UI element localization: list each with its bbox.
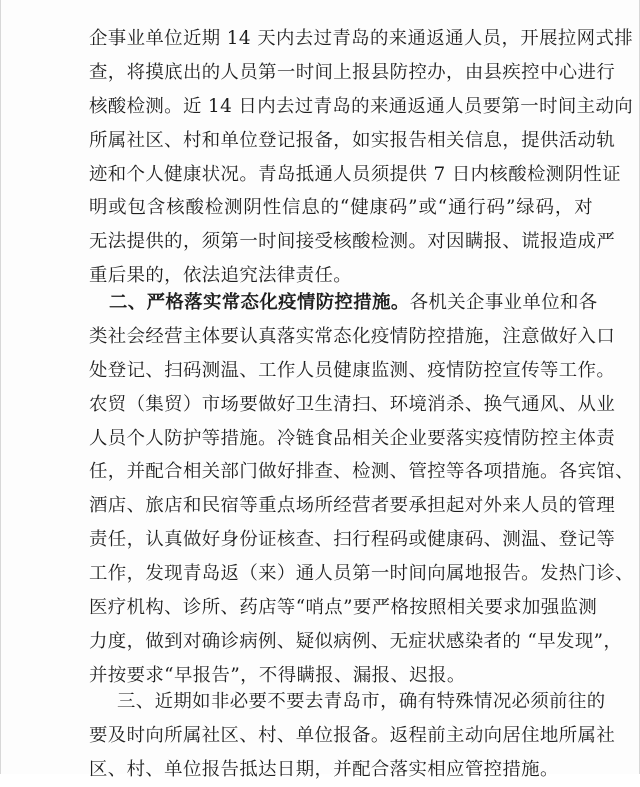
paragraph-line: 处登记、扫码测温、工作人员健康监测、疫情防控宣传等工作。	[89, 359, 616, 381]
paragraph-line: 区、村、单位报告抵达日期，并配合落实相应管控措施。	[89, 758, 559, 780]
paragraph-line: 无法提供的，须第一时间接受核酸检测。对因瞒报、谎报造成严	[89, 231, 616, 253]
paragraph-line: 力度，做到对确诊病例、疑似病例、无症状感染者的 “早发现”，	[89, 630, 623, 652]
paragraph-line: 酒店、旅店和民宿等重点场所经营者要承担起对外来人员的管理	[89, 495, 616, 517]
paragraph-line: 企事业单位近期 14 天内去过青岛的来通返通人员，开展拉网式排	[89, 28, 634, 49]
paragraph-2	[89, 286, 634, 693]
paragraph-line: 明或包含核酸检测阴性信息的“健康码”或“通行码”绿码，对	[89, 197, 593, 219]
paragraph-line: 所属社区、村和单位登记报备，如实报告相关信息，提供活动轨	[89, 129, 616, 151]
paragraph-line: 并按要求“早报告”，不得瞒报、漏报、迟报。	[89, 664, 466, 686]
paragraph-line: 任，并配合相关部门做好排查、检测、管控等各项措施。各宾馆、	[89, 461, 634, 483]
paragraph-first-line	[89, 286, 598, 320]
paragraph-line: 要及时向所属社区、村、单位报备。返程前主动向居住地所属社	[89, 724, 616, 746]
paragraph-line: 工作，发现青岛返（来）通人员第一时间向属地报告。发热门诊、	[89, 563, 634, 585]
paragraph-1	[89, 22, 634, 293]
paragraph-line: 医疗机构、诊所、药店等“哨点”要严格按照相关要求加强监测	[89, 597, 598, 619]
paragraph-line: 三、近期如非必要不要去青岛市，确有特殊情况必须前往的	[117, 691, 606, 712]
paragraph-line: 查，将摸底出的人员第一时间上报县防控办，由县疾控中心进行	[89, 61, 616, 83]
paragraph-line-rest: 各机关企事业单位和各	[409, 292, 598, 313]
paragraph-line: 责任，认真做好身份证核查、扫行程码或健康码、测温、登记等	[89, 529, 616, 551]
paragraph-line: 核酸检测。近 14 日内去过青岛的来通返通人员要第一时间主动向	[89, 95, 634, 117]
paragraph-line: 人员个人防护等措施。冷链食品相关企业要落实疫情防控主体责	[89, 427, 616, 449]
paragraph-3	[89, 685, 616, 787]
paragraph-line: 类社会经营主体要认真落实常态化疫情防控措施，注意做好入口	[89, 325, 616, 347]
section-heading: 二、严格落实常态化疫情防控措施。	[109, 292, 410, 313]
paragraph-line: 重后果的，依法追究法律责任。	[89, 265, 353, 287]
paragraph-line: 农贸（集贸）市场要做好卫生清扫、环境消杀、换气通风、从业	[89, 393, 616, 415]
paragraph-line: 迹和个人健康状况。青岛抵通人员须提供 7 日内核酸检测阴性证	[89, 163, 621, 185]
